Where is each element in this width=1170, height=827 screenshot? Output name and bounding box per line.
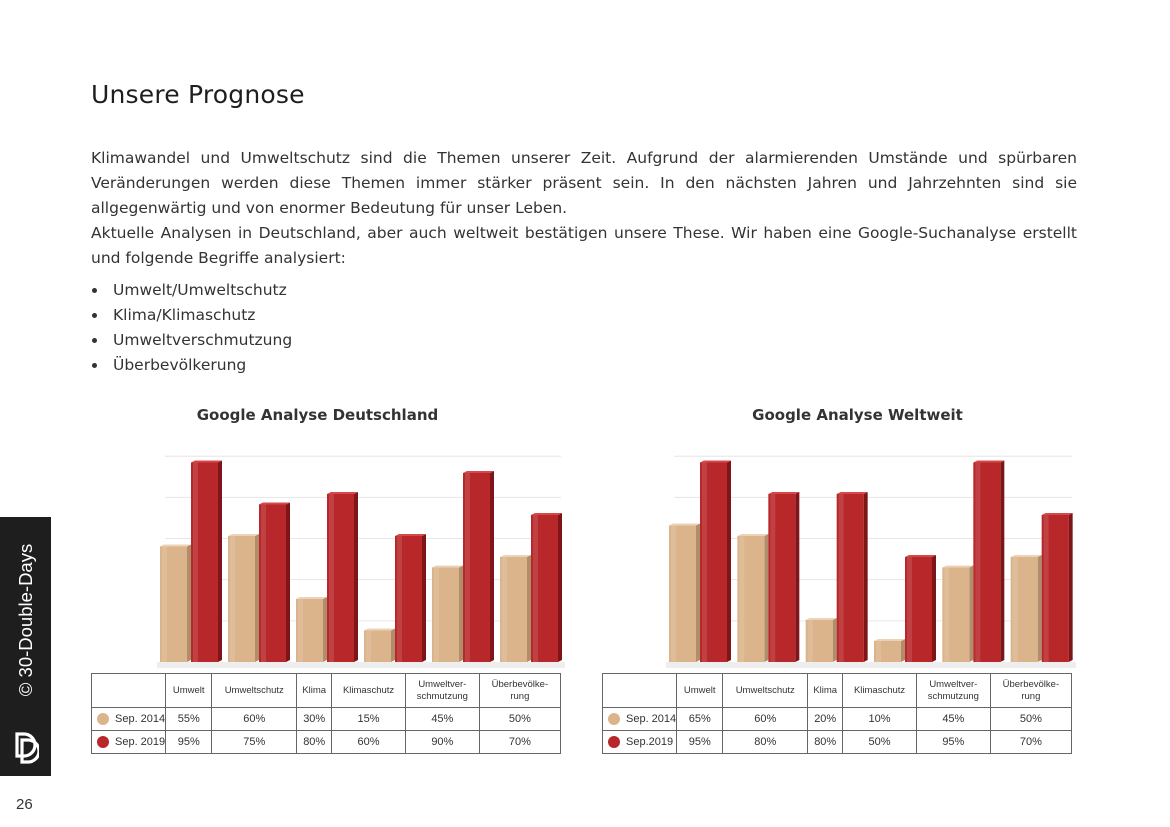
bar-2019-6	[1042, 513, 1073, 662]
intro-paragraph-2: Aktuelle Analysen in Deutschland, aber auch weltweit bestätigen unsere These. Wir haben eine Google-Suchanalyse erstellt und folgende Begriffe analysiert:	[91, 224, 1077, 267]
table-cell: 80%	[297, 731, 332, 754]
table-cell: 20%	[808, 708, 843, 731]
table-cell: 70%	[990, 731, 1071, 754]
page-title: Unsere Prognose	[91, 80, 305, 109]
table-cell: 75%	[212, 731, 297, 754]
table-cell: 95%	[916, 731, 990, 754]
table-header-empty	[603, 674, 677, 708]
series-name: Sep. 2014	[115, 712, 166, 725]
table-header-row	[603, 674, 1072, 708]
table-row	[92, 731, 561, 754]
table-header-cell: Umwelt	[677, 674, 723, 708]
table-header-cell: Umweltver- schmutzung	[405, 674, 479, 708]
bar-2019-5	[463, 471, 494, 662]
table-cell: 65%	[677, 708, 723, 731]
table-cell: 60%	[723, 708, 808, 731]
bar-2014-2	[737, 534, 768, 662]
table-cell: 50%	[990, 708, 1071, 731]
table-header-cell: Umwelt	[166, 674, 212, 708]
bar-2014-3	[296, 597, 327, 662]
bar-2014-1	[669, 524, 700, 663]
table-cell: 45%	[916, 708, 990, 731]
bar-2019-5	[973, 461, 1004, 663]
bar-2019-1	[700, 461, 731, 663]
table-header-empty	[92, 674, 166, 708]
table-cell: 70%	[479, 731, 560, 754]
table-row	[92, 708, 561, 731]
list-item: Umweltverschmutzung	[91, 328, 292, 353]
series-name: Sep. 2019	[115, 735, 166, 748]
series-name: Sep. 2014	[626, 712, 677, 725]
bar-2014-1	[160, 545, 191, 663]
list-item: Umwelt/Umweltschutz	[91, 278, 292, 303]
bar-2014-3	[806, 618, 837, 662]
bar-chart-deutschland	[157, 446, 565, 668]
bar-2019-3	[837, 492, 868, 662]
series-label	[603, 731, 677, 754]
bar-2014-4	[874, 639, 905, 662]
bar-chart-weltweit	[666, 446, 1076, 668]
table-header-cell: Klimaschutz	[843, 674, 917, 708]
legend-dot-2014	[608, 713, 620, 725]
table-cell: 90%	[405, 731, 479, 754]
chart-title-deutschland: Google Analyse Deutschland	[196, 406, 439, 424]
bar-2019-1	[191, 461, 222, 663]
bar-2019-6	[531, 513, 562, 662]
bar-2014-4	[364, 629, 395, 663]
table-cell: 95%	[677, 731, 723, 754]
table-cell: 30%	[297, 708, 332, 731]
page-number: 26	[16, 796, 33, 813]
table-cell: 80%	[808, 731, 843, 754]
bar-2014-6	[1011, 555, 1042, 662]
bar-2019-3	[327, 492, 358, 662]
legend-dot-2014	[97, 713, 109, 725]
list-item: Überbevölkerung	[91, 353, 292, 378]
double-d-logo-icon	[13, 731, 39, 765]
chart-floor	[666, 662, 1076, 668]
table-cell: 50%	[479, 708, 560, 731]
table-cell: 55%	[166, 708, 212, 731]
bar-2014-5	[432, 566, 463, 663]
intro-text	[91, 146, 1077, 271]
chart-floor	[157, 662, 565, 668]
bar-2014-6	[500, 555, 531, 662]
data-table-weltweit	[602, 673, 1072, 754]
bar-2019-4	[905, 555, 936, 662]
table-row	[603, 708, 1072, 731]
intro-paragraph-1: Klimawandel und Umweltschutz sind die Themen unserer Zeit. Aufgrund der alarmierenden Umstände und spürbaren Veränderungen werden diese Themen immer stärker präsent sein. In den nächsten Jahren und Jahrzehnten sind sie allgegenwärtig und von enormer Bedeutung für unser Leben.	[91, 149, 1077, 217]
bar-2019-4	[395, 534, 426, 662]
table-cell: 95%	[166, 731, 212, 754]
table-header-cell: Umweltschutz	[723, 674, 808, 708]
chart-title-weltweit: Google Analyse Weltweit	[752, 406, 963, 424]
table-row	[603, 731, 1072, 754]
series-label	[603, 708, 677, 731]
bar-2019-2	[259, 503, 290, 663]
table-header-cell: Klima	[808, 674, 843, 708]
table-cell: 45%	[405, 708, 479, 731]
bar-2014-2	[228, 534, 259, 662]
table-header-cell: Umweltschutz	[212, 674, 297, 708]
table-cell: 10%	[843, 708, 917, 731]
data-table-deutschland	[91, 673, 561, 754]
legend-dot-2019	[97, 736, 109, 748]
table-cell: 80%	[723, 731, 808, 754]
analysis-terms-list	[91, 278, 292, 378]
series-name: Sep.2019	[626, 735, 674, 748]
table-header-row	[92, 674, 561, 708]
table-header-cell: Klima	[297, 674, 332, 708]
list-item: Klima/Klimaschutz	[91, 303, 292, 328]
bar-2019-2	[768, 492, 799, 662]
table-header-cell: Klimaschutz	[332, 674, 406, 708]
table-header-cell: Überbevölke- rung	[990, 674, 1071, 708]
table-cell: 50%	[843, 731, 917, 754]
legend-dot-2019	[608, 736, 620, 748]
table-cell: 15%	[332, 708, 406, 731]
table-cell: 60%	[332, 731, 406, 754]
copyright-text: © 30-Double-Days	[15, 543, 36, 697]
series-label	[92, 731, 166, 754]
table-header-cell: Umweltver- schmutzung	[916, 674, 990, 708]
bar-2014-5	[942, 566, 973, 663]
table-cell: 60%	[212, 708, 297, 731]
series-label	[92, 708, 166, 731]
table-header-cell: Überbevölke- rung	[479, 674, 560, 708]
